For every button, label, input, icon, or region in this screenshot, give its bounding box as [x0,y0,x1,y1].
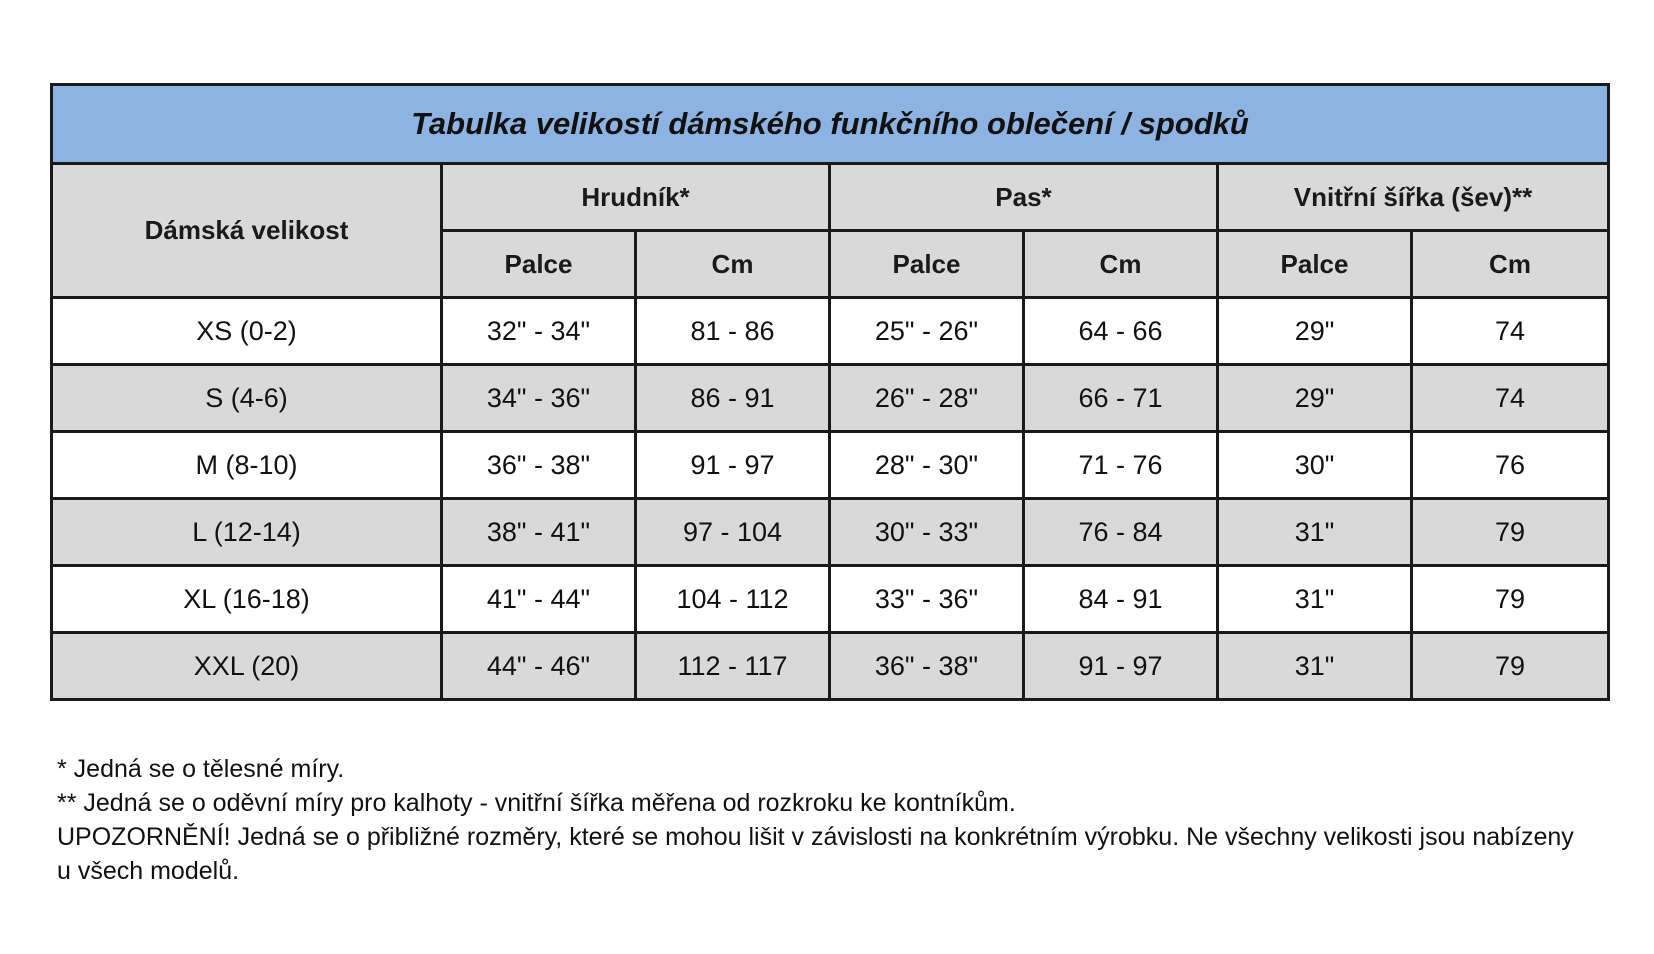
table-cell: 86 - 91 [636,365,830,432]
footnote-body-measurements: * Jedná se o tělesné míry. [57,755,345,783]
unit-header: Palce [830,231,1024,298]
table-cell: 29" [1218,365,1412,432]
table-cell: 31" [1218,633,1412,700]
size-column-header: Dámská velikost [52,164,442,298]
size-cell: M (8-10) [52,432,442,499]
table-cell: 79 [1412,499,1609,566]
table-cell: 32" - 34" [442,298,636,365]
group-header-waist: Pas* [830,164,1218,231]
group-header-inseam: Vnitřní šířka (šev)** [1218,164,1609,231]
unit-header: Palce [442,231,636,298]
table-cell: 34" - 36" [442,365,636,432]
size-cell: XL (16-18) [52,566,442,633]
table-row [52,298,1609,365]
table-row [52,633,1609,700]
table-title: Tabulka velikostí dámského funkčního oblečení / spodků [52,85,1609,164]
table-cell: 30" - 33" [830,499,1024,566]
group-header-row [52,164,1609,231]
table-cell: 44" - 46" [442,633,636,700]
unit-header: Cm [1024,231,1218,298]
table-row [52,499,1609,566]
size-cell: XS (0-2) [52,298,442,365]
table-cell: 76 [1412,432,1609,499]
table-cell: 29" [1218,298,1412,365]
unit-header: Palce [1218,231,1412,298]
unit-header: Cm [636,231,830,298]
size-chart-table [50,83,1610,701]
table-cell: 31" [1218,499,1412,566]
table-row [52,432,1609,499]
table-cell: 28" - 30" [830,432,1024,499]
table-cell: 76 - 84 [1024,499,1218,566]
table-cell: 64 - 66 [1024,298,1218,365]
table-cell: 66 - 71 [1024,365,1218,432]
table-cell: 74 [1412,298,1609,365]
unit-header: Cm [1412,231,1609,298]
table-cell: 71 - 76 [1024,432,1218,499]
table-cell: 25" - 26" [830,298,1024,365]
size-cell: L (12-14) [52,499,442,566]
table-cell: 84 - 91 [1024,566,1218,633]
footnote-garment-measurements: ** Jedná se o oděvní míry pro kalhoty - vnitřní šířka měřena od rozkroku ke kontníkům. [57,789,1016,817]
table-row [52,365,1609,432]
table-row [52,566,1609,633]
table-cell: 36" - 38" [830,633,1024,700]
group-header-chest: Hrudník* [442,164,830,231]
table-cell: 26" - 28" [830,365,1024,432]
table-cell: 97 - 104 [636,499,830,566]
table-cell: 31" [1218,566,1412,633]
table-cell: 104 - 112 [636,566,830,633]
table-cell: 91 - 97 [636,432,830,499]
table-cell: 74 [1412,365,1609,432]
footnotes [57,752,1577,888]
table-cell: 33" - 36" [830,566,1024,633]
table-cell: 30" [1218,432,1412,499]
table-title-row [52,85,1609,164]
size-cell: XXL (20) [52,633,442,700]
table-cell: 81 - 86 [636,298,830,365]
size-cell: S (4-6) [52,365,442,432]
disclaimer-text: UPOZORNĚNÍ! Jedná se o přibližné rozměry, které se mohou lišit v závislosti na konkrétním výrobku. Ne všechny velikosti jsou nabízeny u všech modelů. [57,823,1574,885]
table-cell: 36" - 38" [442,432,636,499]
table-cell: 38" - 41" [442,499,636,566]
table-cell: 41" - 44" [442,566,636,633]
table-cell: 79 [1412,566,1609,633]
table-cell: 91 - 97 [1024,633,1218,700]
table-cell: 79 [1412,633,1609,700]
table-cell: 112 - 117 [636,633,830,700]
